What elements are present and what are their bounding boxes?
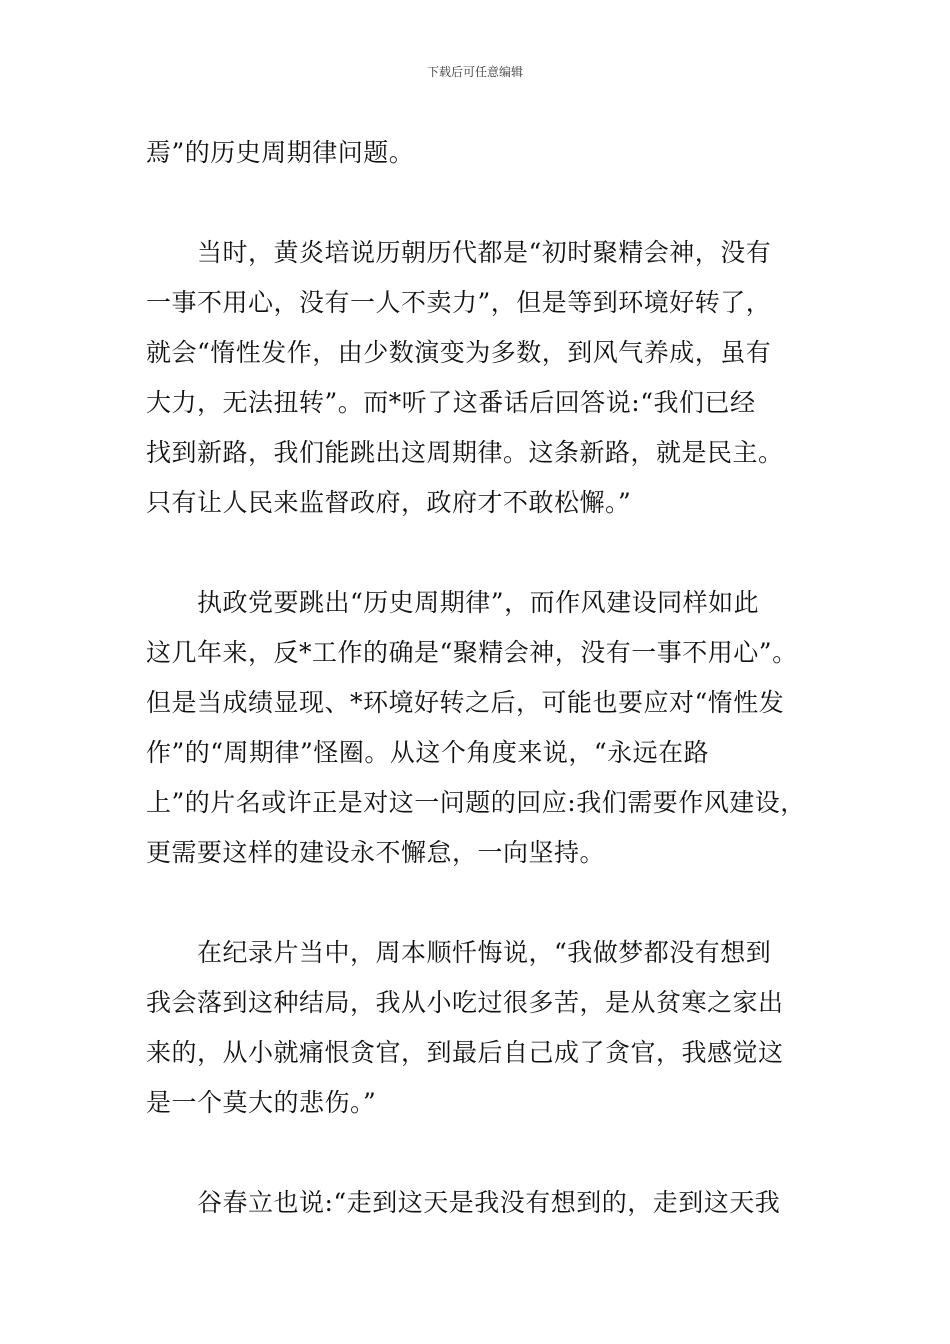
text-line: 但是当成绩显现、*环境好转之后，可能也要应对“惰性发	[146, 688, 785, 717]
text-line: 这几年来，反*工作的确是“聚精会神，没有一事不用心”。	[146, 638, 798, 667]
text-line: 上”的片名或许正是对这一问题的回应:我们需要作风建设，	[146, 788, 806, 817]
text-line: 作”的“周期律”怪圈。从这个角度来说，“永远在路	[146, 738, 710, 767]
paragraph-1	[146, 128, 836, 178]
text-line: 找到新路，我们能跳出这周期律。这条新路，就是民主。	[146, 438, 784, 467]
paragraph-gap	[146, 878, 836, 928]
text-line: 就会“惰性发作，由少数演变为多数，到风气养成，虽有	[146, 338, 772, 367]
paragraph-2	[146, 228, 836, 528]
text-line: 执政党要跳出“历史周期律”，而作风建设同样如此	[146, 588, 760, 617]
text-line: 只有让人民来监督政府，政府才不敢松懈。”	[146, 488, 632, 517]
text-line: 焉”的历史周期律问题。	[146, 138, 415, 167]
text-line: 来的，从小就痛恨贪官，到最后自己成了贪官，我感觉这	[146, 1038, 784, 1067]
paragraph-4	[146, 928, 836, 1128]
text-line: 我会落到这种结局，我从小吃过很多苦，是从贫寒之家出	[146, 988, 784, 1017]
paragraph-gap	[146, 528, 836, 578]
text-line: 一事不用心，没有一人不卖力”，但是等到环境好转了，	[146, 288, 772, 317]
paragraph-5	[146, 1178, 836, 1228]
text-line: 在纪录片当中，周本顺忏悔说，“我做梦都没有想到	[146, 938, 772, 967]
paragraph-3	[146, 578, 836, 878]
paragraph-gap	[146, 178, 836, 228]
page-header: 下载后可任意编辑	[426, 65, 523, 79]
text-line: 当时，黄炎培说历朝历代都是“初时聚精会神，没有	[146, 238, 772, 267]
text-line: 更需要这样的建设永不懈怠，一向坚持。	[146, 838, 606, 867]
text-line: 大力，无法扭转”。而*听了这番话后回答说:“我们已经	[146, 388, 756, 417]
text-line: 是一个莫大的悲伤。”	[146, 1088, 377, 1117]
paragraph-gap	[146, 1128, 836, 1178]
text-line: 谷春立也说:“走到这天是我没有想到的，走到这天我	[146, 1188, 781, 1217]
document-body	[146, 128, 836, 1228]
